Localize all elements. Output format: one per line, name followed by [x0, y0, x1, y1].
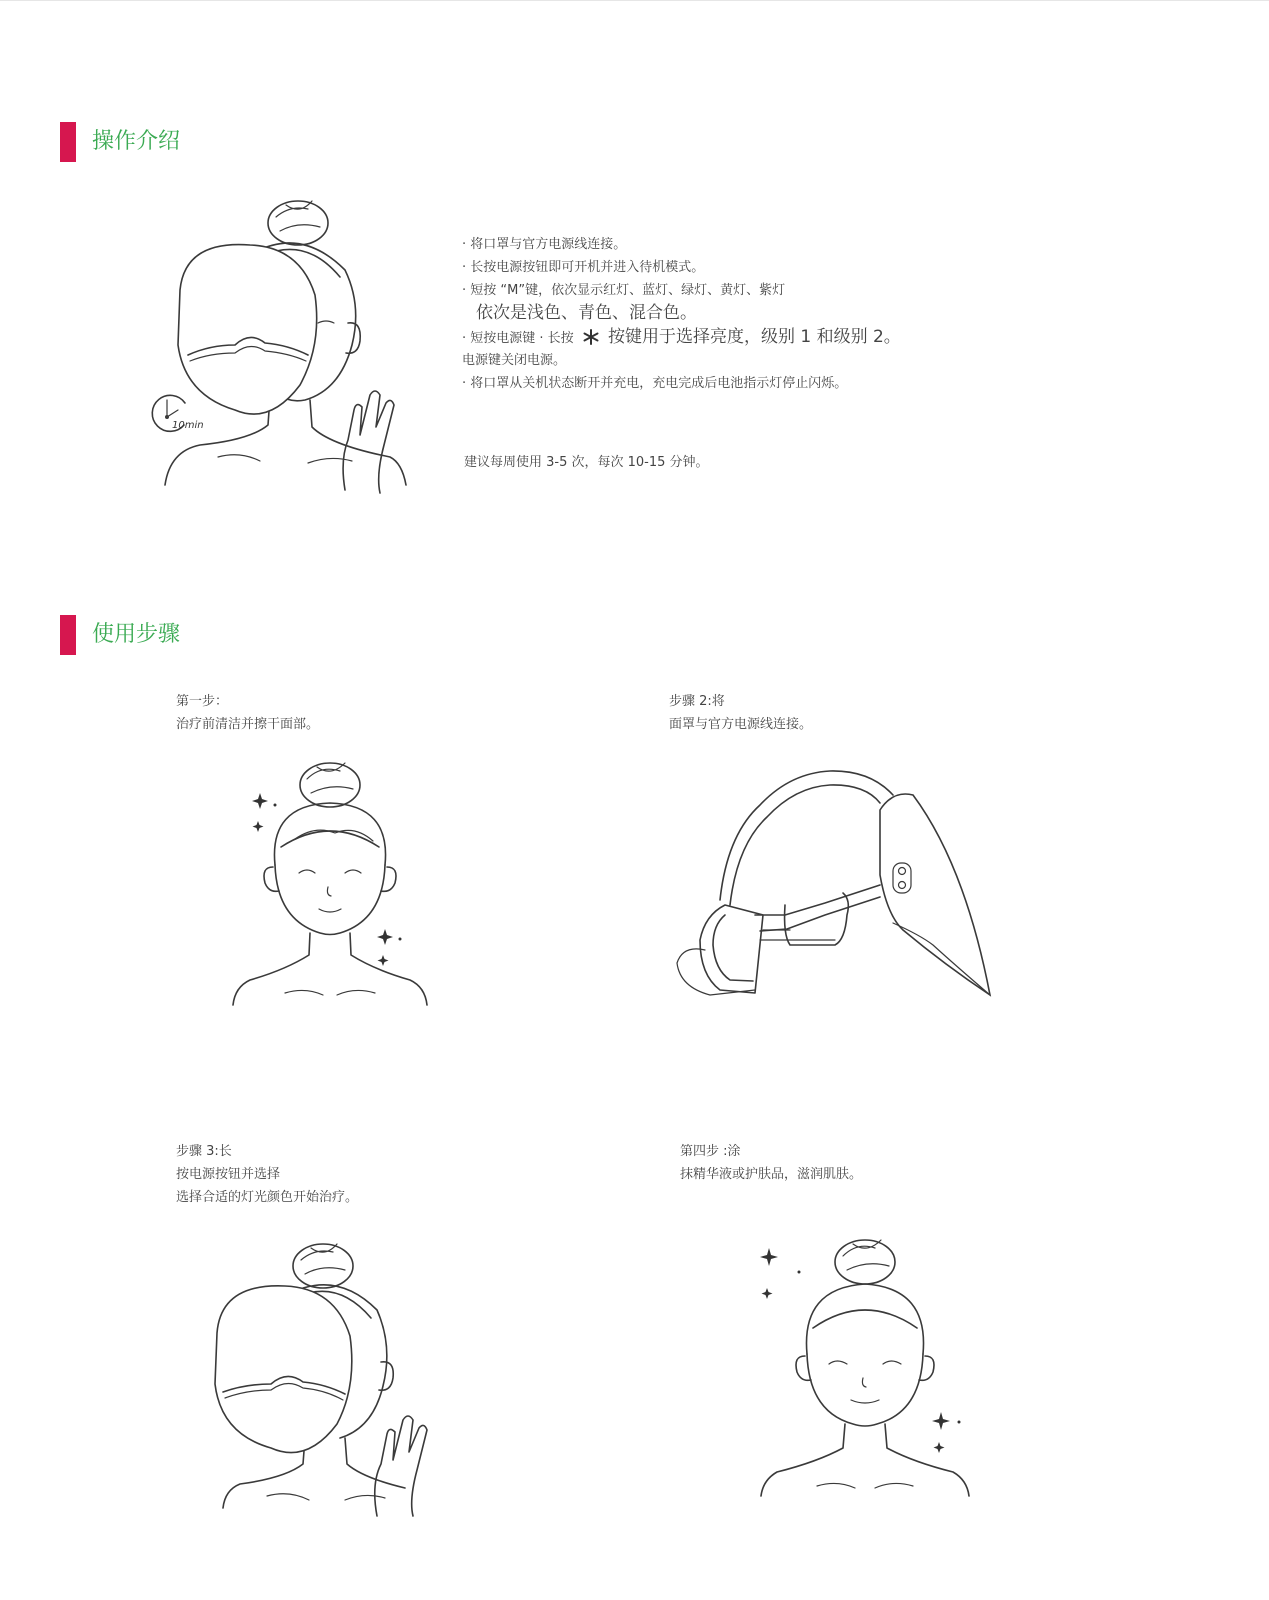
step-description: 抹精华液或护肤品，滋润肌肤。 [680, 1167, 863, 1182]
step-1-caption [176, 690, 319, 736]
step-heading: 第一步： [176, 694, 229, 709]
step-heading: 第四步 :涂 [680, 1144, 741, 1159]
step-heading: 步骤 3:长 [176, 1144, 232, 1159]
instruction-item: 按键用于选择亮度，级别 1 和级别 2。 [607, 327, 901, 347]
sparkle-icon [760, 1248, 961, 1453]
timer-label: 10min [172, 420, 204, 431]
instruction-brightness-row [462, 326, 901, 350]
instruction-item: · 短按 “M”键，依次显示红灯、蓝灯、绿灯、黄灯、紫灯 [462, 283, 786, 298]
step-4-caption [680, 1140, 862, 1186]
instruction-item: · 长按电源按钮即可开机并进入待机模式。 [462, 260, 705, 275]
hair-bun [268, 201, 328, 245]
instruction-item: · 将口罩与官方电源线连接。 [462, 237, 627, 252]
clean-face-illustration [225, 755, 435, 1010]
instruction-item: · 将口罩从关机状态断开并充电，充电完成后电池指示灯停止闪烁。 [462, 376, 848, 391]
moisturized-face-illustration [755, 1228, 975, 1503]
step-2-caption [669, 690, 812, 736]
hand [375, 1416, 427, 1516]
accent-bar [60, 122, 76, 162]
instruction-item: 电源键关闭电源。 [462, 353, 567, 368]
mask-on-face-illustration [205, 1238, 435, 1518]
section-header-steps [60, 615, 180, 655]
led-mask-profile [880, 794, 990, 995]
sparkle-icon [252, 793, 402, 966]
step-description: 面罩与官方电源线连接。 [669, 717, 813, 732]
step-heading: 步骤 2:将 [669, 694, 725, 709]
mask-wearing-illustration [140, 195, 410, 495]
instruction-item: 依次是浅色、青色、混合色。 [476, 303, 697, 323]
section-title: 使用步骤 [92, 622, 181, 647]
section-title: 操作介绍 [92, 129, 181, 154]
led-mask [178, 245, 317, 415]
section-header-operation [60, 122, 180, 162]
instruction-item: · 短按电源键 · 长按 [462, 331, 574, 346]
asterisk-icon [582, 329, 600, 345]
step-description: 按电源按钮并选择 [176, 1167, 281, 1182]
top-divider [0, 0, 1269, 1]
step-description: 治疗前清洁并擦干面部。 [176, 717, 320, 732]
usage-recommendation: 建议每周使用 3-5 次，每次 10-15 分钟。 [464, 455, 709, 470]
mask-device-illustration [665, 765, 1005, 1005]
accent-bar [60, 615, 76, 655]
step-3-caption [176, 1140, 358, 1209]
hand [343, 391, 394, 493]
step-description: 选择合适的灯光颜色开始治疗。 [176, 1190, 359, 1205]
led-mask [215, 1286, 352, 1453]
